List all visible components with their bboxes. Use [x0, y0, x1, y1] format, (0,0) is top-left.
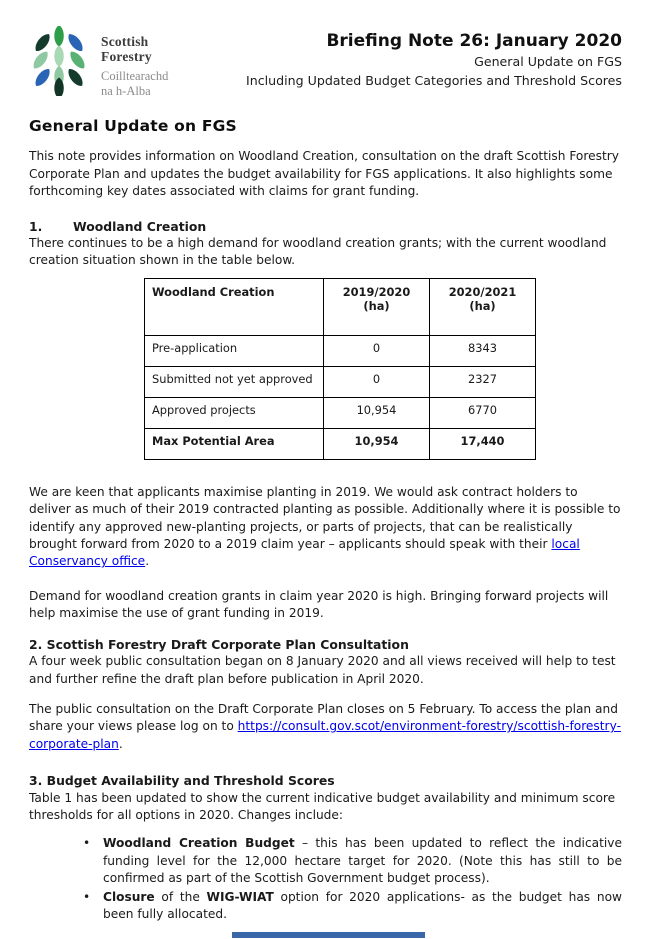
- budget-changes-list: [29, 835, 622, 923]
- row-value-2020: 8343: [430, 335, 536, 366]
- planting-text-end: .: [145, 554, 150, 569]
- budget-intro-paragraph: Table 1 has been updated to show the current indicative budget availability and minimum score thresholds for all options in 2020. Changes include:: [29, 790, 616, 822]
- consultation-paragraph-2: [29, 701, 622, 753]
- org-name-line2: Forestry: [101, 49, 152, 64]
- bullet-2-text-mid: of the: [154, 889, 207, 904]
- gaelic-name-line1: Coilltearachd: [101, 69, 169, 83]
- section-1-title: Woodland Creation: [73, 218, 207, 234]
- page-title: General Update on FGS: [29, 117, 237, 135]
- table-header-2019-2020-year: 2019/2020: [342, 284, 411, 299]
- scottish-forestry-logo: [29, 26, 168, 98]
- local-conservancy-office-link[interactable]: local Conservancy office: [29, 537, 580, 569]
- consultation-url-link[interactable]: https://consult.gov.scot/environment-forestry/scottish-forestry-corporate-plan: [29, 719, 621, 751]
- consultation-paragraph-1: A four week public consultation began on 8 January 2020 and all views received will help to test and further refine the draft plan before publication in April 2020.: [29, 654, 616, 686]
- row-value-2019: 10,954: [324, 397, 430, 428]
- logo-wordmark: [101, 34, 168, 98]
- list-item-woodland-creation-budget: [77, 835, 622, 887]
- document-header: [29, 26, 622, 98]
- table-header-2019-2020: [324, 278, 430, 335]
- consultation-text-end: .: [118, 736, 123, 751]
- org-name-line1: Scottish: [101, 34, 149, 49]
- planting-paragraph: [29, 484, 622, 571]
- list-item-wig-wiat-closure: [77, 889, 622, 924]
- forestry-leaves-icon: [29, 26, 91, 96]
- section-1-paragraph: There continues to be a high demand for woodland creation grants; with the current woodland creation situation shown in the table below.: [29, 236, 607, 268]
- bullet-2-bold-wig-wiat: WIG-WIAT: [206, 889, 274, 904]
- woodland-creation-table: [144, 278, 536, 460]
- table-header-2020-2021: [430, 278, 536, 335]
- row-label: Approved projects: [145, 397, 324, 428]
- section-1-heading: [29, 218, 622, 235]
- row-value-2019: 0: [324, 366, 430, 397]
- table-header-2020-2021-unit: (ha): [469, 298, 496, 313]
- planting-text: We are keen that applicants maximise planting in 2019. We would ask contract holders to deliver as much of their 2019 contracted planting as possible. Additionally where it is possible to identify any approved new-planting projects, or parts of projects, that can be realistically brought forward from 2020 to a 2019 claim year – applicants should speak with their: [29, 484, 621, 552]
- row-label: Submitted not yet approved: [145, 366, 324, 397]
- table-header-woodland-creation: Woodland Creation: [145, 278, 324, 335]
- table-row: [145, 397, 536, 428]
- briefing-note-subtitle-2: Including Updated Budget Categories and Threshold Scores: [246, 73, 622, 88]
- section-2-heading: 2. Scottish Forestry Draft Corporate Plan Consultation: [29, 636, 409, 652]
- row-label: Max Potential Area: [145, 428, 324, 459]
- bullet-2-text-end: option for 2020 applications- as the budget has now been fully allocated.: [103, 889, 622, 921]
- table-row: [145, 366, 536, 397]
- header-title-block: [168, 30, 622, 90]
- briefing-note-subtitle-1: General Update on FGS: [474, 54, 622, 69]
- intro-paragraph: This note provides information on Woodland Creation, consultation on the draft Scottish Forestry Corporate Plan and updates the budget availability for FGS applications. It also highlights some forthcoming key dates associated with claims for grant funding.: [29, 149, 619, 199]
- table-header-row: [145, 278, 536, 335]
- table-row: [145, 335, 536, 366]
- gaelic-name-line2: na h-Alba: [101, 83, 151, 98]
- footer-accent-bar: [232, 932, 425, 938]
- table-header-2019-2020-unit: (ha): [363, 298, 390, 313]
- row-value-2020: 6770: [430, 397, 536, 428]
- table-row-total: [145, 428, 536, 459]
- demand-paragraph: Demand for woodland creation grants in claim year 2020 is high. Bringing forward projects will help maximise the use of grant funding in 2019.: [29, 588, 609, 621]
- row-value-2019: 10,954: [324, 428, 430, 459]
- row-value-2019: 0: [324, 335, 430, 366]
- table-header-2020-2021-year: 2020/2021: [448, 284, 517, 299]
- briefing-note-title: Briefing Note 26: January 2020: [326, 31, 622, 51]
- bullet-2-bold-closure: Closure: [103, 889, 155, 904]
- bullet-1-text: – this has been updated to reflect the indicative funding level for the 12,000 hectare target for 2020. (Note this has still to be confirmed as part of the Scottish Government budget process).: [103, 836, 622, 886]
- row-value-2020: 17,440: [430, 428, 536, 459]
- row-label: Pre-application: [145, 335, 324, 366]
- section-3-heading: 3. Budget Availability and Threshold Scores: [29, 773, 335, 789]
- consultation-text: The public consultation on the Draft Corporate Plan closes on 5 February. To access the plan and share your views please log on to: [29, 701, 618, 734]
- bullet-1-bold: Woodland Creation Budget: [103, 836, 295, 851]
- row-value-2020: 2327: [430, 366, 536, 397]
- section-1-number: 1.: [29, 218, 43, 234]
